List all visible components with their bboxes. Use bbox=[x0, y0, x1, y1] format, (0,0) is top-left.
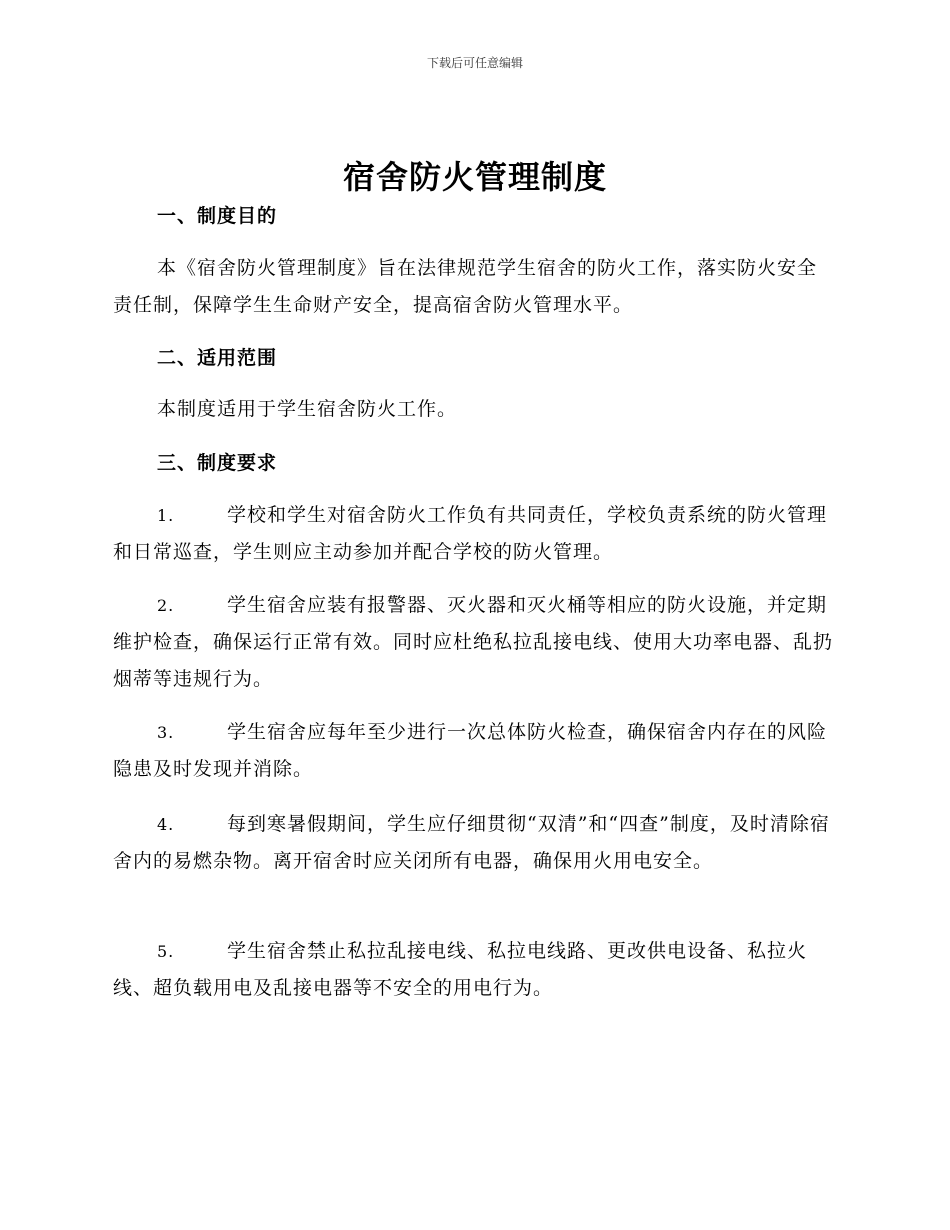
requirement-text: 学生宿舍应装有报警器、灭火器和灭火桶等相应的防火设施，并定期维护检查，确保运行正常有效。同时应杜绝私拉乱接电线、使用大功率电器、乱扔烟蒂等违规行为。 bbox=[113, 594, 834, 690]
requirement-text: 每到寒暑假期间，学生应仔细贯彻“双清”和“四查”制度，及时清除宿舍内的易燃杂物。离开宿舍时应关闭所有电器，确保用火用电安全。 bbox=[113, 813, 830, 872]
header-note: 下载后可任意编辑 bbox=[426, 56, 523, 70]
requirement-item-2 bbox=[113, 587, 833, 698]
requirement-text: 学生宿舍应每年至少进行一次总体防火检查，确保宿舍内存在的风险隐患及时发现并消除。 bbox=[113, 721, 828, 780]
requirement-text: 学生宿舍禁止私拉乱接电线、私拉电线路、更改供电设备、私拉火线、超负载用电及乱接电器等不安全的用电行为。 bbox=[113, 940, 808, 999]
requirement-number: 1. bbox=[157, 506, 175, 525]
requirement-item-3 bbox=[113, 714, 833, 788]
requirement-number: 2. bbox=[157, 596, 175, 615]
requirement-number: 3. bbox=[157, 723, 175, 742]
requirement-item-1 bbox=[113, 497, 833, 571]
requirement-item-5 bbox=[113, 933, 833, 1007]
requirement-text: 学校和学生对宿舍防火工作负有共同责任，学校负责系统的防火管理和日常巡查，学生则应主动参加并配合学校的防火管理。 bbox=[113, 504, 828, 563]
section-heading-scope: 二、适用范围 bbox=[157, 347, 278, 369]
requirement-item-4 bbox=[113, 806, 833, 880]
requirement-number: 5. bbox=[157, 942, 175, 961]
document-title: 宿舍防火管理制度 bbox=[342, 158, 607, 196]
section-paragraph-purpose: 本《宿舍防火管理制度》旨在法律规范学生宿舍的防火工作，落实防火安全责任制，保障学生生命财产安全，提高宿舍防火管理水平。 bbox=[113, 257, 818, 316]
section-paragraph-scope: 本制度适用于学生宿舍防火工作。 bbox=[157, 398, 458, 420]
requirement-number: 4. bbox=[157, 815, 175, 834]
section-heading-purpose: 一、制度目的 bbox=[157, 205, 278, 227]
section-heading-requirements: 三、制度要求 bbox=[157, 452, 278, 474]
